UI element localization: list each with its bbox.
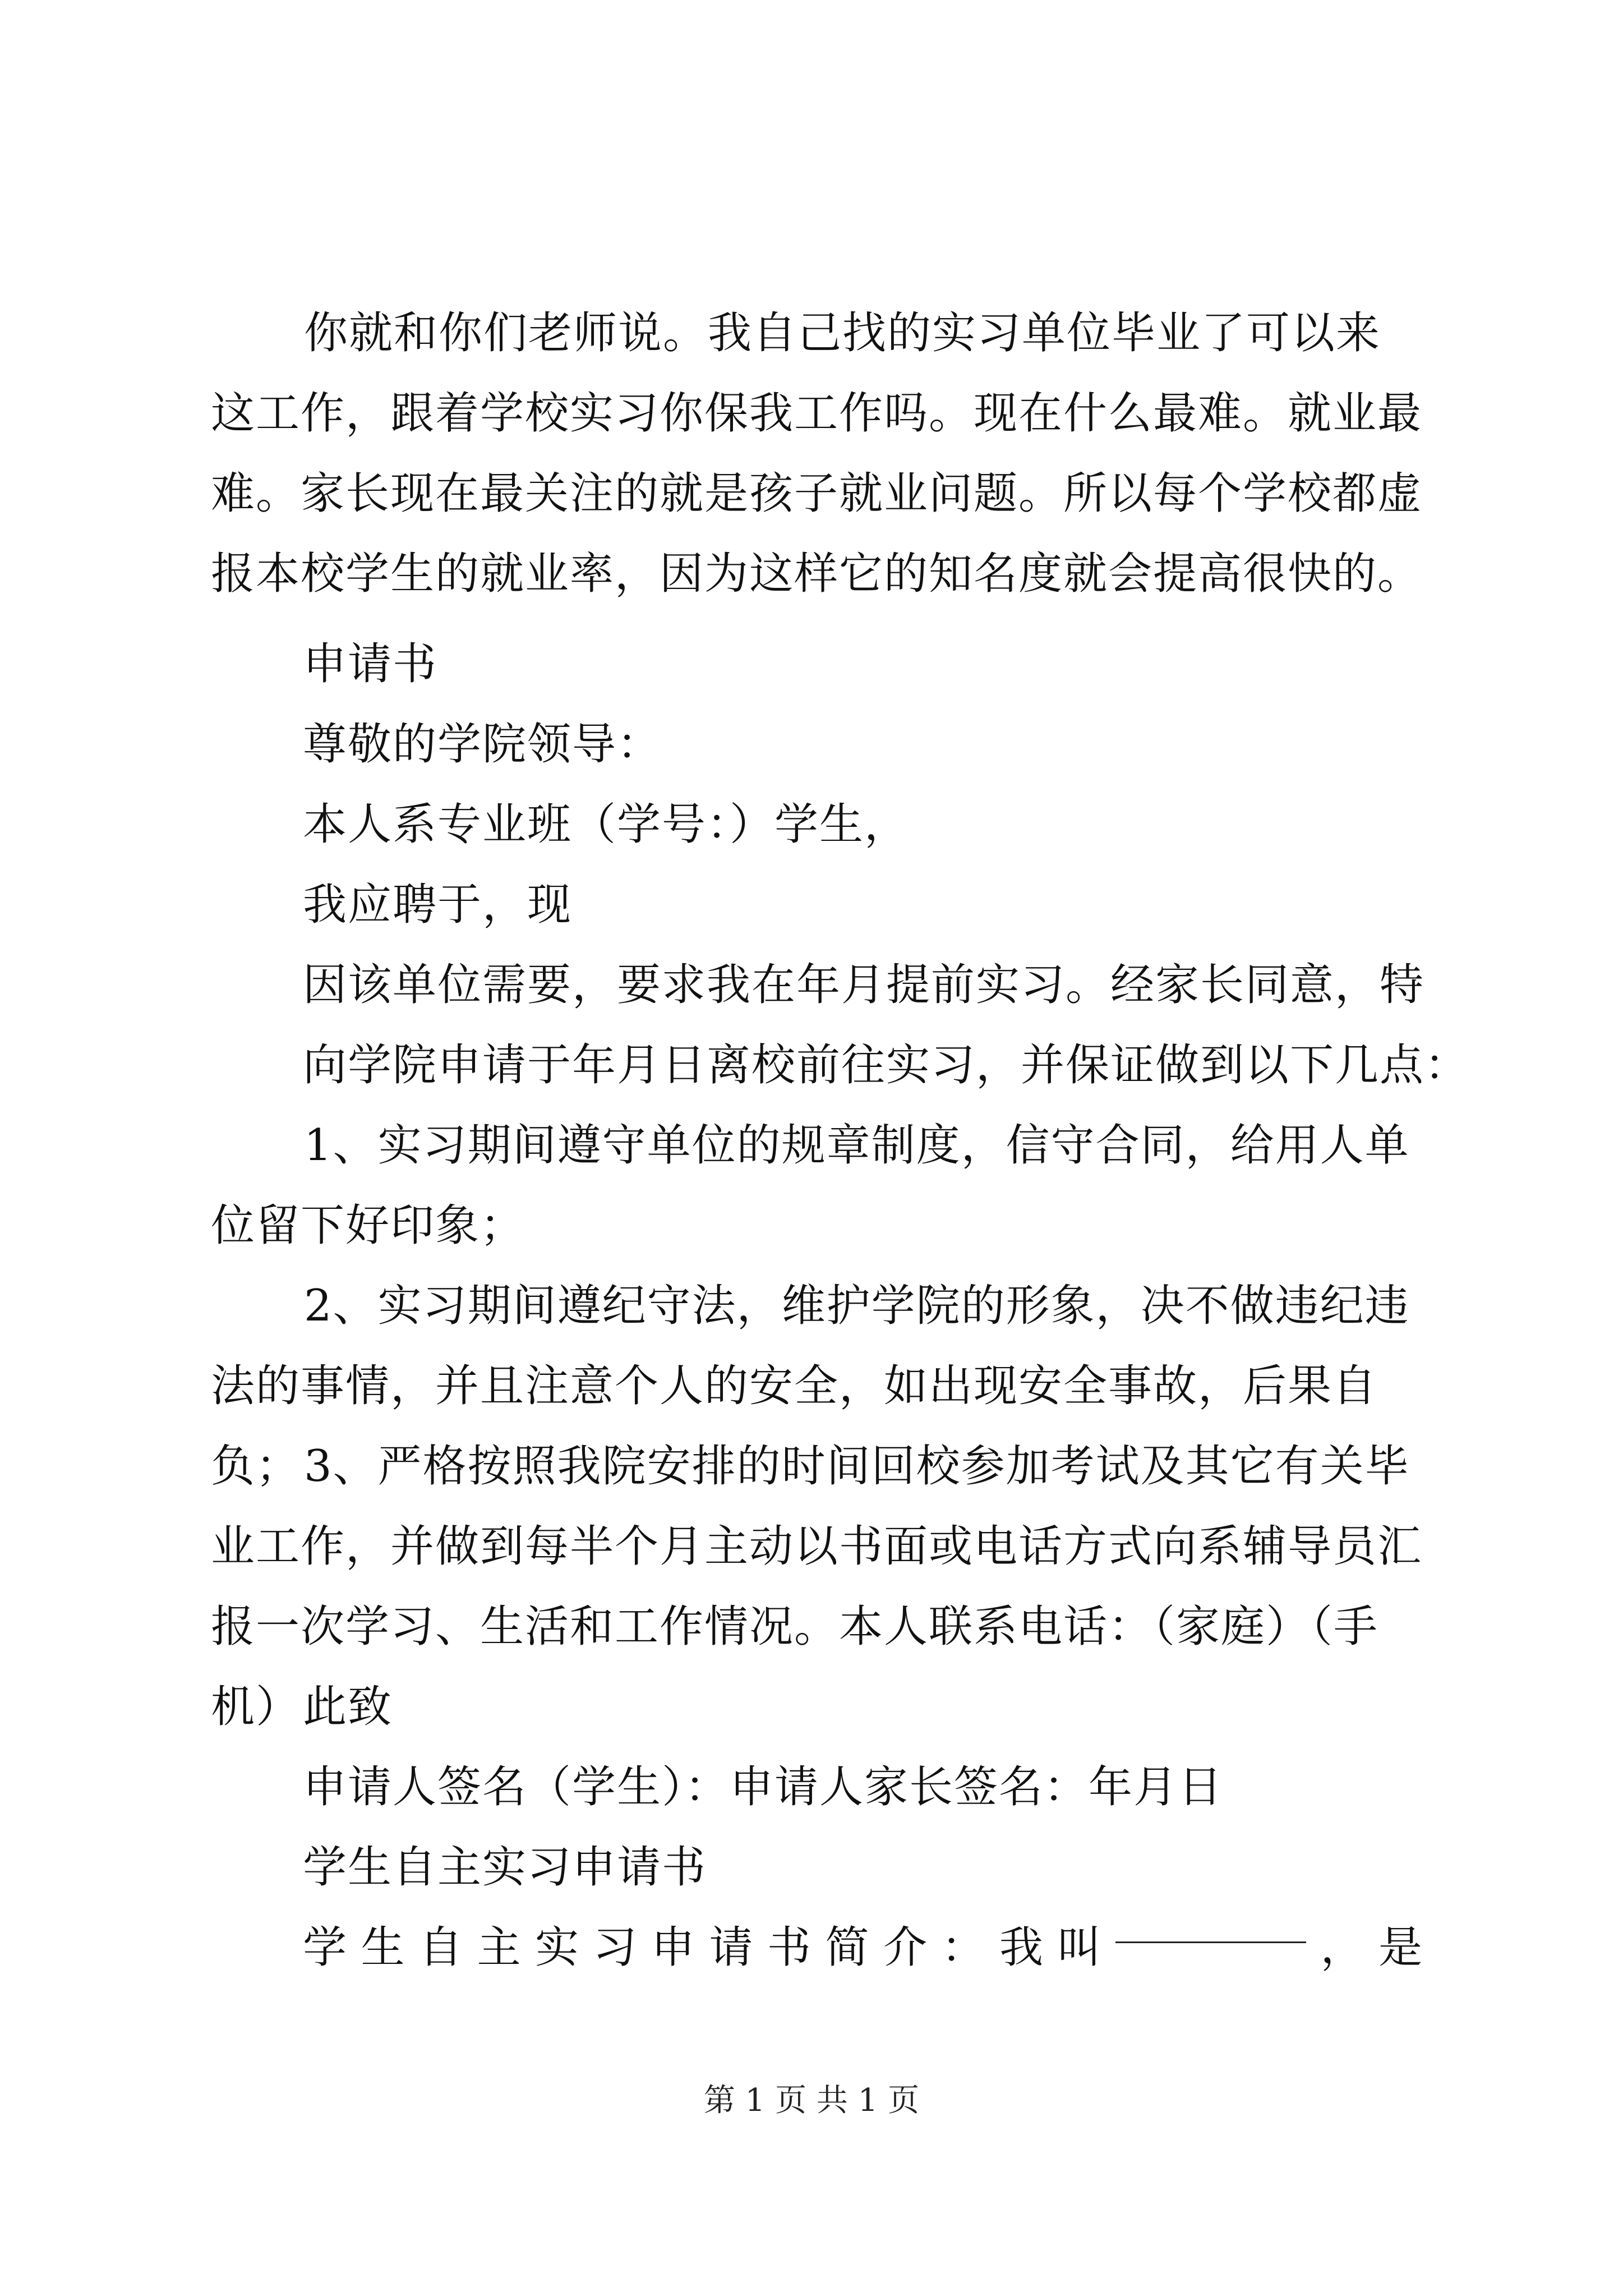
intro-char: 生 [361,1922,405,1973]
intro-char: ， [1320,1922,1364,1973]
list-item-2: 2、实习期间遵纪守法，维护学院的形象，决不做违纪违法的事情，并且注意个人的安全，如出现安全事故，后果自负； [211,1281,1410,1492]
signature-line: 申请人签名（学生）：申请人家长签名：年月日 [303,1762,1224,1812]
salutation: 尊敬的学院领导： [303,719,662,770]
line-apply: 向学院申请于年月日离校前往实习，并保证做到以下几点： [303,1040,1470,1091]
heading-application: 申请书 [303,639,438,689]
page-footer: 第 1 页 共 1 页 [703,2082,920,2119]
intro-char: 习 [593,1922,637,1973]
intro-char: 请 [709,1922,753,1973]
heading-self-internship: 学生自主实习申请书 [303,1842,707,1893]
intro-char: ： [941,1922,985,1973]
list-item-1: 1、实习期间遵守单位的规章制度，信守合同，给用人单位留下好印象； [211,1120,1410,1251]
intro-char: 实 [535,1922,579,1973]
intro-char: 叫 [1057,1922,1101,1973]
line-hired: 我应聘于，现 [303,880,573,930]
intro-char: 自 [419,1922,463,1973]
paragraph-intro: 你就和你们老师说。我自己找的实习单位毕业了可以来这工作，跟着学校实习你保我工作吗。现在什么最难。就业最难。家长现在最关注的就是孩子就业问题。所以每个学校都虚报本校学生的就业率，因为这样它的知名度就会提高很快的。 [211,308,1423,599]
intro-char: 我 [999,1922,1044,1973]
intro-char: 书 [767,1922,811,1973]
intro-char: 主 [477,1922,521,1973]
intro-char: 简 [825,1922,869,1973]
intro-char: 介 [883,1922,928,1973]
intro-char: 是 [1378,1922,1422,1973]
list-item-3: 3、严格按照我院安排的时间回校参加考试及其它有关毕业工作，并做到每半个月主动以书面或电话方式向系辅导员汇报一次学习、生活和工作情况。本人联系电话：（家庭）（手机） [211,1441,1423,1732]
closing: 此致 [303,1682,393,1732]
line-reason: 因该单位需要，要求我在年月提前实习。经家长同意，特 [303,960,1425,1010]
intro-char: 学 [303,1922,347,1973]
intro-line [303,1908,1422,1988]
name-blank [1115,1908,1306,1943]
intro-char: 申 [651,1922,695,1973]
line-student-info: 本人系专业班（学号：）学生， [303,799,910,850]
